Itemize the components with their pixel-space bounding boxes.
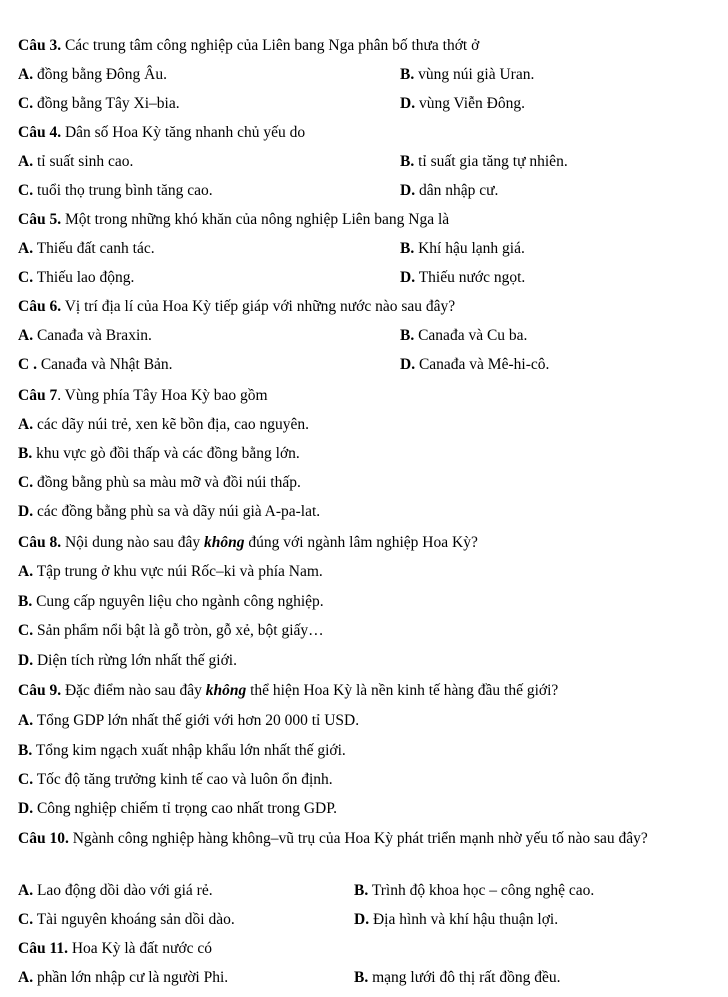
question-9: Câu 9. Đặc điểm nào sau đây không thể hiện Hoa Kỳ là nền kinh tế hàng đầu thế giới?: [18, 682, 559, 699]
option-d[interactable]: D. Thiếu nước ngọt.: [400, 269, 526, 286]
emphasis-word: không: [205, 682, 247, 699]
option-a[interactable]: A. Tập trung ở khu vực núi Rốc–ki và phía Nam.: [18, 563, 323, 580]
option-c[interactable]: C. tuổi thọ trung bình tăng cao.: [18, 182, 213, 199]
option-a[interactable]: A. phần lớn nhập cư là người Phi.: [18, 969, 229, 986]
question-5: [18, 209, 718, 231]
option-b[interactable]: B. Canađa và Cu ba.: [400, 327, 528, 344]
question-stem: Dân số Hoa Kỳ tăng nhanh chủ yếu do: [64, 124, 306, 141]
option-a[interactable]: A. Tổng GDP lớn nhất thế giới với hơn 20 000 tỉ USD.: [18, 712, 360, 729]
question-4: [18, 122, 718, 144]
option-a[interactable]: A. các dãy núi trẻ, xen kẽ bồn địa, cao nguyên.: [18, 416, 309, 433]
question-11: [18, 938, 718, 960]
question-number: Câu 5.: [18, 211, 62, 228]
option-b[interactable]: B. Khí hậu lạnh giá.: [400, 240, 525, 257]
option-c[interactable]: C . Canađa và Nhật Bản.: [18, 356, 173, 373]
option-d[interactable]: D. vùng Viễn Đông.: [400, 95, 525, 112]
option-c[interactable]: C. đồng bằng Tây Xi–bia.: [18, 95, 180, 112]
option-c[interactable]: C. Tốc độ tăng trưởng kinh tế cao và luôn ổn định.: [18, 771, 333, 788]
question-number: Câu 11.: [18, 940, 68, 957]
option-a[interactable]: A. tỉ suất sinh cao.: [18, 153, 134, 170]
question-stem: Hoa Kỳ là đất nước có: [71, 940, 212, 957]
question-number: Câu 10.: [18, 830, 69, 847]
option-a[interactable]: A. Lao động dồi dào với giá rẻ.: [18, 882, 213, 899]
option-a[interactable]: A. Canađa và Braxin.: [18, 327, 152, 344]
option-a[interactable]: A. đồng bằng Đông Âu.: [18, 66, 167, 83]
option-b[interactable]: B. khu vực gò đồi thấp và các đồng bằng lớn.: [18, 445, 300, 462]
option-d[interactable]: D. các đồng bằng phù sa và dãy núi già A-pa-lat.: [18, 503, 321, 520]
option-d[interactable]: D. Địa hình và khí hậu thuận lợi.: [354, 911, 559, 928]
option-d[interactable]: D. Canađa và Mê-hi-cô.: [400, 356, 550, 373]
option-c[interactable]: C. Thiếu lao động.: [18, 269, 135, 286]
question-number: Câu 9.: [18, 682, 62, 699]
option-b[interactable]: B. vùng núi già Uran.: [400, 66, 535, 83]
question-number: Câu 6.: [18, 298, 62, 315]
question-6: [18, 296, 718, 318]
option-a[interactable]: A. Thiếu đất canh tác.: [18, 240, 155, 257]
question-stem: Ngành công nghiệp hàng không–vũ trụ của Hoa Kỳ phát triển mạnh nhờ yếu tố nào sau đây?: [72, 830, 648, 847]
option-c[interactable]: C. Tài nguyên khoáng sản dồi dào.: [18, 911, 235, 928]
question-number: Câu 4.: [18, 124, 62, 141]
question-number: Câu 7: [18, 387, 58, 404]
emphasis-word: không: [204, 534, 245, 551]
option-c[interactable]: C. Sản phẩm nổi bật là gỗ tròn, gỗ xẻ, bột giấy…: [18, 622, 324, 639]
question-3: [18, 35, 718, 57]
question-stem: Vị trí địa lí của Hoa Kỳ tiếp giáp với những nước nào sau đây?: [64, 298, 456, 315]
option-d[interactable]: D. Công nghiệp chiếm tỉ trọng cao nhất trong GDP.: [18, 800, 338, 817]
question-8: Câu 8. Nội dung nào sau đây không đúng với ngành lâm nghiệp Hoa Kỳ?: [18, 534, 478, 551]
option-b[interactable]: B. mạng lưới đô thị rất đồng đều.: [354, 969, 561, 986]
question-number: Câu 8.: [18, 534, 62, 551]
option-b[interactable]: B. Cung cấp nguyên liệu cho ngành công nghiệp.: [18, 593, 324, 610]
question-stem: . Vùng phía Tây Hoa Kỳ bao gồm: [57, 387, 268, 404]
question-stem: Các trung tâm công nghiệp của Liên bang Nga phân bố thưa thớt ở: [64, 37, 480, 54]
question-10: [18, 827, 718, 851]
option-d[interactable]: D. Diện tích rừng lớn nhất thế giới.: [18, 652, 237, 669]
question-7: [18, 385, 718, 407]
option-b[interactable]: B. tỉ suất gia tăng tự nhiên.: [400, 153, 568, 170]
question-number: Câu 3.: [18, 37, 62, 54]
option-d[interactable]: D. dân nhập cư.: [400, 182, 499, 199]
option-b[interactable]: B. Trình độ khoa học – công nghệ cao.: [354, 882, 595, 899]
question-stem: Một trong những khó khăn của nông nghiệp Liên bang Nga là: [64, 211, 450, 228]
option-b[interactable]: B. Tổng kim ngạch xuất nhập khẩu lớn nhất thế giới.: [18, 742, 346, 759]
option-c[interactable]: C. đồng bằng phù sa màu mỡ và đồi núi thấp.: [18, 474, 301, 491]
